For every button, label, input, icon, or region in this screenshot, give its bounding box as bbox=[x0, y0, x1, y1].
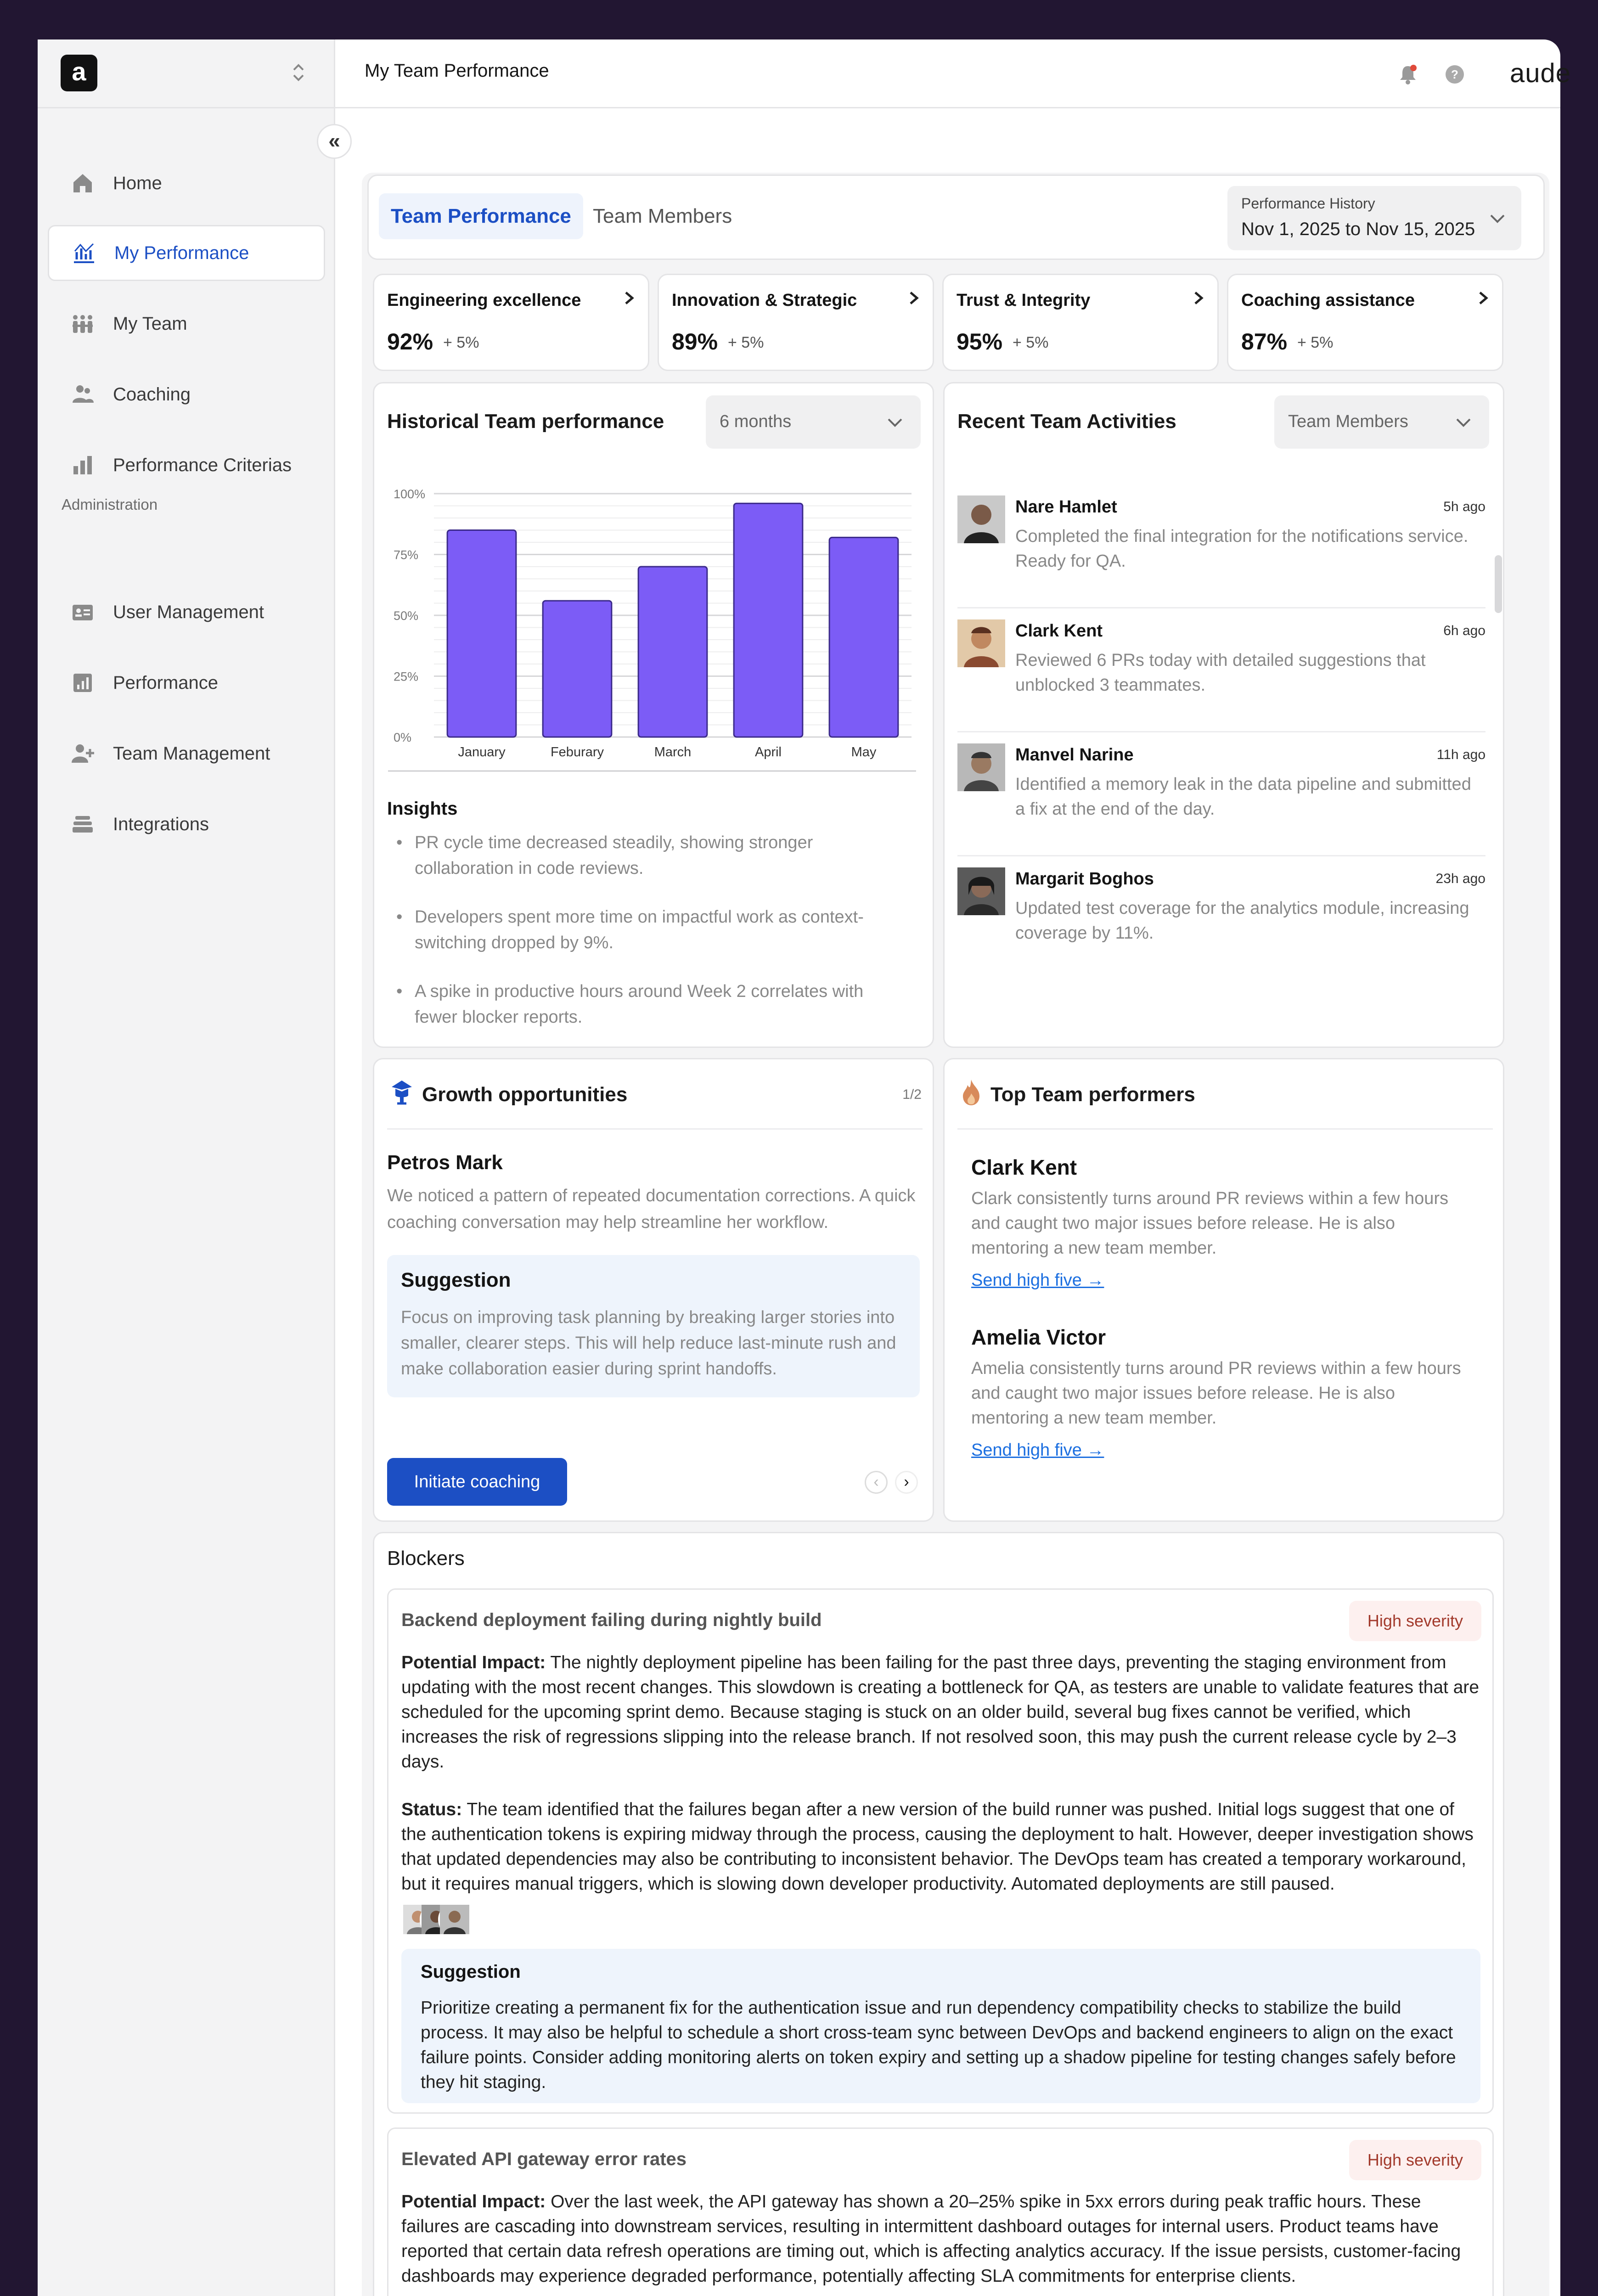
avatar bbox=[957, 867, 1005, 915]
metric-value: 89% bbox=[672, 329, 718, 355]
collapse-sidebar-button[interactable]: « bbox=[317, 124, 352, 159]
filter-value: Team Members bbox=[1288, 412, 1408, 431]
performance-chart-icon bbox=[72, 241, 96, 265]
blocker-title: Elevated API gateway error rates bbox=[401, 2149, 687, 2169]
impact-label: Potential Impact: bbox=[401, 2192, 546, 2212]
initiate-coaching-button[interactable]: Initiate coaching bbox=[387, 1458, 567, 1506]
app-window bbox=[38, 39, 1571, 2296]
status-text: The team identified that the failures began after a new version of the build runner was pushed. Initial logs suggest that one of the authentication tokens is expiring midway through the process, causing the deployment to halt. However, deeper investigation shows that updated dependencies may also be contributing to inconsistent behavior. The DevOps team has created a temporary workaround, but it requires manual triggers, which is slowing down developer productivity. Automated deployments are still paused. bbox=[401, 1800, 1474, 1894]
divider bbox=[387, 1128, 923, 1130]
svg-text:?: ? bbox=[1451, 68, 1458, 81]
list-item[interactable] bbox=[957, 856, 1485, 980]
sidebar-divider bbox=[38, 107, 335, 108]
y-tick-label: 25% bbox=[394, 670, 419, 684]
next-page-button[interactable]: › bbox=[895, 1471, 918, 1494]
sidebar-item-team-management[interactable] bbox=[48, 726, 325, 782]
activity-text: Reviewed 6 PRs today with detailed suggestions that unblocked 3 teammates. bbox=[1015, 651, 1426, 695]
team-members-select[interactable] bbox=[1274, 395, 1489, 449]
tab-team-performance[interactable]: Team Performance bbox=[379, 193, 583, 239]
recent-activities-card bbox=[943, 382, 1504, 1048]
assignee-avatars bbox=[401, 1903, 475, 1940]
impact-text: The nightly deployment pipeline has been failing for the past three days, preventing the staging environment from updating with the most recent changes. This slowdown is creating a bottleneck for QA, as testers are unable to validate features that are scheduled for the upcoming sprint demo. Because staging is stuck on an older build, several bug fixes cannot be verified, which increases the risk of regressions slipping into the release branch. If not resolved soon, this may push the current release cycle by 2–3 days. bbox=[401, 1653, 1480, 1772]
impact-label: Potential Impact: bbox=[401, 1653, 546, 1672]
bar-chart-icon bbox=[71, 453, 95, 477]
list-item[interactable] bbox=[957, 484, 1485, 608]
sidebar bbox=[38, 39, 335, 2296]
status bbox=[401, 1797, 1480, 1896]
scrollbar[interactable] bbox=[1495, 555, 1502, 613]
sidebar-item-label: Performance Criterias bbox=[113, 455, 292, 475]
suggestion-title: Suggestion bbox=[401, 1269, 511, 1291]
metric-value: 92% bbox=[387, 329, 433, 355]
help-icon[interactable] bbox=[1442, 62, 1468, 87]
report-icon bbox=[71, 671, 95, 695]
insight-item: • PR cycle time decreased steadily, showing stronger collaboration in code reviews. bbox=[387, 830, 911, 881]
bar[interactable] bbox=[543, 601, 612, 737]
metric-delta: + 5% bbox=[1013, 334, 1049, 351]
page-counter: 1/2 bbox=[902, 1087, 922, 1102]
chevron-down-icon bbox=[1487, 208, 1508, 228]
impact-text: Over the last week, the API gateway has shown a 20–25% spike in 5xx errors during peak traffic hours. These failures are cascading into downstream services, resulting in intermittent dashboard outages for internal users. Product teams have reported that certain data refresh operations are timing out, which is affecting analytics accuracy. If the issue persists, customer-facing dashboards may experience degraded performance, potentially affecting SLA commitments for enterprise clients. bbox=[401, 2192, 1461, 2286]
home-icon bbox=[71, 171, 95, 195]
growth-icon bbox=[387, 1077, 416, 1106]
activity-time: 6h ago bbox=[1443, 623, 1485, 638]
x-tick-label: May bbox=[851, 745, 877, 760]
metric-delta: + 5% bbox=[1297, 334, 1334, 351]
admin-section-label: Administration bbox=[62, 496, 158, 513]
suggestion-box bbox=[401, 1949, 1480, 2103]
metric-card[interactable] bbox=[942, 274, 1219, 371]
insight-item: • Developers spent more time on impactful work as context-switching dropped by 9%. bbox=[387, 904, 911, 956]
activities-title: Recent Team Activities bbox=[957, 410, 1176, 433]
chevron-down-icon bbox=[1453, 412, 1474, 432]
growth-text: We noticed a pattern of repeated documentation corrections. A quick coaching conversation may help streamline her workflow. bbox=[387, 1186, 916, 1232]
blocker-item bbox=[387, 2127, 1494, 2296]
avatar bbox=[957, 495, 1005, 543]
prev-page-button[interactable]: ‹ bbox=[865, 1471, 888, 1494]
chevron-right-icon bbox=[1475, 289, 1492, 307]
bar[interactable] bbox=[829, 537, 898, 737]
metric-value: 95% bbox=[957, 329, 1003, 355]
page-title: My Team Performance bbox=[365, 61, 549, 81]
sidebar-item-performance-criterias[interactable] bbox=[48, 437, 325, 493]
activity-name: Margarit Boghos bbox=[1015, 869, 1154, 889]
id-card-icon bbox=[71, 600, 95, 624]
sidebar-item-label: Coaching bbox=[113, 384, 191, 405]
coaching-icon bbox=[71, 383, 95, 406]
bar-chart bbox=[383, 480, 921, 774]
performer-name: Clark Kent bbox=[971, 1155, 1077, 1179]
sidebar-item-label: Team Management bbox=[113, 743, 270, 764]
divider bbox=[957, 1128, 1493, 1130]
insight-item: • A spike in productive hours around Week 2 correlates with fewer blocker reports. bbox=[387, 979, 911, 1030]
chevron-right-icon bbox=[621, 289, 638, 307]
activity-name: Clark Kent bbox=[1015, 621, 1103, 641]
performer-text: Amelia consistently turns around PR reviews within a few hours and caught two major issues before release. He is also mentoring a new team member. bbox=[971, 1359, 1461, 1428]
layers-icon bbox=[71, 812, 95, 836]
blockers-card bbox=[373, 1532, 1504, 2296]
sidebar-item-label: My Performance bbox=[114, 242, 249, 263]
sidebar-item-user-management[interactable] bbox=[48, 584, 325, 640]
historical-title: Historical Team performance bbox=[387, 410, 664, 433]
sidebar-item-my-performance[interactable] bbox=[48, 225, 325, 281]
activity-text: Completed the final integration for the notifications service. Ready for QA. bbox=[1015, 527, 1469, 571]
sidebar-item-label: My Team bbox=[113, 313, 187, 334]
severity-badge: High severity bbox=[1349, 1601, 1481, 1641]
bar[interactable] bbox=[734, 503, 803, 737]
activity-name: Manvel Narine bbox=[1015, 745, 1134, 765]
chevron-right-icon bbox=[906, 289, 923, 307]
metric-card[interactable] bbox=[373, 274, 649, 371]
performance-history-select[interactable] bbox=[1227, 186, 1521, 250]
send-high-five-link[interactable]: Send high five → bbox=[971, 1271, 1104, 1290]
sidebar-item-coaching[interactable] bbox=[48, 366, 325, 422]
tab-team-members[interactable]: Team Members bbox=[593, 205, 732, 227]
list-item[interactable] bbox=[957, 732, 1485, 856]
workspace-switcher-icon[interactable] bbox=[289, 59, 308, 86]
y-tick-label: 0% bbox=[394, 731, 412, 744]
bar[interactable] bbox=[638, 567, 707, 737]
blocker-title: Backend deployment failing during nightly build bbox=[401, 1610, 822, 1630]
metric-title: Trust & Integrity bbox=[957, 291, 1091, 310]
activity-text: Updated test coverage for the analytics module, increasing coverage by 11%. bbox=[1015, 899, 1469, 943]
growth-title: Growth opportunities bbox=[422, 1083, 628, 1106]
sidebar-item-label: Integrations bbox=[113, 814, 209, 834]
activity-time: 5h ago bbox=[1443, 499, 1485, 514]
activity-time: 23h ago bbox=[1435, 871, 1485, 886]
activity-text: Identified a memory leak in the data pipeline and submitted a fix at the end of the day. bbox=[1015, 775, 1471, 819]
range-value: 6 months bbox=[720, 412, 792, 431]
add-user-icon bbox=[71, 742, 95, 765]
date-range-value: Nov 1, 2025 to Nov 15, 2025 bbox=[1241, 219, 1475, 239]
tabs-bar bbox=[367, 174, 1545, 260]
status-label: Status: bbox=[401, 1800, 462, 1819]
blockers-title: Blockers bbox=[387, 1547, 465, 1570]
potential-impact bbox=[401, 2189, 1480, 2289]
top-performers-title: Top Team performers bbox=[990, 1083, 1195, 1106]
main-content bbox=[335, 108, 1560, 2296]
growth-opportunities-card bbox=[373, 1058, 934, 1522]
chevron-down-icon bbox=[885, 412, 905, 432]
suggestion-text: Prioritize creating a permanent fix for the authentication issue and run dependency compatibility checks to stabilize the build process. It may also be helpful to schedule a short cross-team sync between DevOps and backend engineers to align on the exact failure points. Consider adding monitoring alerts on token expiry and setting up a shadow pipeline for testing changes safely before they hit staging. bbox=[421, 1998, 1456, 2092]
metric-value: 87% bbox=[1241, 329, 1288, 355]
sidebar-item-label: Home bbox=[113, 173, 162, 193]
sidebar-item-label: User Management bbox=[113, 602, 264, 622]
blocker-item bbox=[387, 1588, 1494, 2114]
avatar bbox=[438, 1903, 471, 1936]
sidebar-item-performance[interactable] bbox=[48, 655, 325, 711]
send-high-five-link[interactable]: Send high five → bbox=[971, 1441, 1104, 1460]
chevron-right-icon bbox=[1191, 289, 1207, 307]
x-tick-label: Feburary bbox=[550, 745, 604, 760]
x-tick-label: March bbox=[654, 745, 692, 760]
topbar bbox=[335, 39, 1571, 108]
sidebar-item-integrations[interactable] bbox=[48, 796, 325, 852]
team-icon bbox=[71, 312, 95, 336]
fire-icon bbox=[957, 1078, 985, 1107]
app-logo[interactable]: a bbox=[61, 55, 97, 91]
date-caption: Performance History bbox=[1241, 195, 1375, 212]
range-select[interactable] bbox=[706, 395, 921, 449]
metric-card[interactable] bbox=[658, 274, 934, 371]
metric-delta: + 5% bbox=[728, 334, 764, 351]
sidebar-item-home[interactable] bbox=[48, 155, 325, 211]
performer-name: Amelia Victor bbox=[971, 1325, 1106, 1349]
potential-impact bbox=[401, 1650, 1480, 1774]
suggestion-title: Suggestion bbox=[421, 1962, 521, 1982]
activity-time: 11h ago bbox=[1436, 747, 1485, 762]
notification-bell-icon[interactable] bbox=[1395, 62, 1421, 87]
metric-title: Coaching assistance bbox=[1241, 291, 1415, 310]
growth-person: Petros Mark bbox=[387, 1151, 503, 1174]
sidebar-item-my-team[interactable] bbox=[48, 296, 325, 352]
performer-text: Clark consistently turns around PR reviews within a few hours and caught two major issues before release. He is also mentoring a new team member. bbox=[971, 1189, 1449, 1258]
list-item[interactable] bbox=[957, 608, 1485, 732]
y-tick-label: 100% bbox=[394, 487, 426, 501]
avatar bbox=[957, 619, 1005, 667]
brand-logo: aude bbox=[1510, 58, 1571, 88]
suggestion-text: Focus on improving task planning by breaking larger stories into smaller, clearer steps. This will help reduce last-minute rush and make collaboration easier during sprint handoffs. bbox=[401, 1308, 896, 1379]
metric-delta: + 5% bbox=[443, 334, 479, 351]
metric-title: Engineering excellence bbox=[387, 291, 581, 310]
x-tick-label: April bbox=[754, 745, 782, 760]
metric-card[interactable] bbox=[1227, 274, 1503, 371]
severity-badge: High severity bbox=[1349, 2140, 1481, 2180]
metric-title: Innovation & Strategic bbox=[672, 291, 857, 310]
suggestion-box bbox=[387, 1255, 920, 1397]
avatar bbox=[957, 743, 1005, 791]
top-performers-card bbox=[943, 1058, 1504, 1522]
y-tick-label: 75% bbox=[394, 548, 419, 562]
bar[interactable] bbox=[447, 530, 516, 737]
sidebar-item-label: Performance bbox=[113, 672, 218, 693]
activity-name: Nare Hamlet bbox=[1015, 497, 1117, 517]
x-tick-label: January bbox=[458, 745, 506, 760]
y-tick-label: 50% bbox=[394, 609, 419, 623]
insights-title: Insights bbox=[387, 799, 458, 819]
historical-performance-card bbox=[373, 382, 934, 1048]
